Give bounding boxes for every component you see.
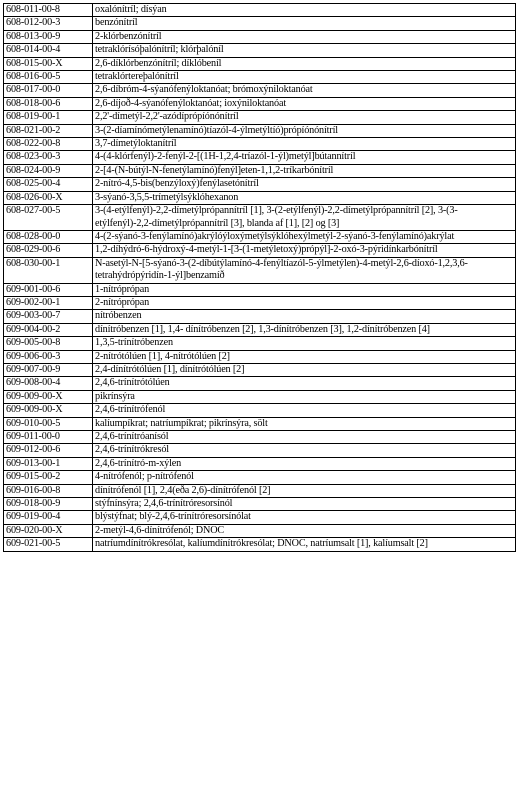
substance-name-cell: 2,2'-dímetýl-2,2'-azódíprópíónónítríl (93, 111, 516, 124)
index-number-cell: 609-005-00-8 (4, 337, 93, 350)
substance-name-cell: 2-nítrótólúen [1], 4-nítrótólúen [2] (93, 350, 516, 363)
table-row (4, 296, 516, 309)
substance-name-cell: 2,4,6-trínítrófenól (93, 404, 516, 417)
table-row (4, 124, 516, 137)
index-number-cell: 609-011-00-0 (4, 431, 93, 444)
index-number-cell: 608-015-00-X (4, 57, 93, 70)
table-row (4, 57, 516, 70)
index-number-cell: 608-027-00-5 (4, 205, 93, 231)
substance-name-cell: tetraklórtereþalónítríl (93, 71, 516, 84)
index-number-cell: 608-028-00-0 (4, 230, 93, 243)
substance-name-cell: pikrínsýra (93, 390, 516, 403)
index-number-cell: 608-019-00-1 (4, 111, 93, 124)
table-row (4, 97, 516, 110)
substance-name-cell: 2-[4-(N-bútýl-N-fenetýlamínó)fenýl]eten-1,1,2-tríkarbónítríl (93, 164, 516, 177)
table-row (4, 350, 516, 363)
substance-name-cell: 1,2-díhýdró-6-hýdroxý-4-metýl-1-[3-(1-metýletoxý)própýl]-2-oxó-3-pýridínkarbónítríl (93, 244, 516, 257)
substance-name-cell: 4-(2-sýanó-3-fenýlamínó)akrýlóýloxýmetýlsýklóhexýlmetýl-2-sýanó-3-fenýlamínó)akrýlat (93, 230, 516, 243)
table-row (4, 230, 516, 243)
table-row (4, 457, 516, 470)
table-row (4, 178, 516, 191)
substance-table (3, 3, 516, 552)
table-row (4, 431, 516, 444)
index-number-cell: 608-012-00-3 (4, 17, 93, 30)
table-row (4, 524, 516, 537)
table-row (4, 30, 516, 43)
substance-name-cell: 3,7-dímetýloktanítríl (93, 138, 516, 151)
table-row (4, 310, 516, 323)
substance-name-cell: 2,4,6-trínítrókresól (93, 444, 516, 457)
index-number-cell: 609-003-00-7 (4, 310, 93, 323)
substance-name-cell: stýfnínsýra; 2,4,6-trínítróresorsínól (93, 498, 516, 511)
table-row (4, 323, 516, 336)
index-number-cell: 609-006-00-3 (4, 350, 93, 363)
substance-table-body (4, 4, 516, 552)
substance-name-cell: 4-nítrófenól; p-nítrófenól (93, 471, 516, 484)
table-row (4, 151, 516, 164)
index-number-cell: 609-002-00-1 (4, 296, 93, 309)
substance-name-cell: 4-(4-klórfenýl)-2-fenýl-2-[(1H-1,2,4-tríazól-1-ýl)metýl]bútannítríl (93, 151, 516, 164)
substance-name-cell: 2,4,6-trínítrótólúen (93, 377, 516, 390)
table-row (4, 244, 516, 257)
table-row (4, 205, 516, 231)
index-number-cell: 608-026-00-X (4, 191, 93, 204)
index-number-cell: 609-004-00-2 (4, 323, 93, 336)
table-row (4, 337, 516, 350)
substance-name-cell: 2,6-díklórbenzónítríl; díklóbeníl (93, 57, 516, 70)
index-number-cell: 609-012-00-6 (4, 444, 93, 457)
index-number-cell: 609-019-00-4 (4, 511, 93, 524)
index-number-cell: 609-010-00-5 (4, 417, 93, 430)
substance-name-cell: 2,4-dínítrótólúen [1], dínítrótólúen [2] (93, 363, 516, 376)
table-row (4, 257, 516, 283)
index-number-cell: 608-017-00-0 (4, 84, 93, 97)
index-number-cell: 609-021-00-5 (4, 538, 93, 551)
substance-name-cell: 3-(4-etýlfenýl)-2,2-dímetýlprópannítríl [1], 3-(2-etýlfenýl)-2,2-dímetýlprópannítríl [2], 3-(3-etýlfenýl)-2,2-dímetýlprópannítríl [3], blanda af [1], [2] og [3] (93, 205, 516, 231)
table-row (4, 511, 516, 524)
substance-name-cell: benzónítríl (93, 17, 516, 30)
index-number-cell: 608-021-00-2 (4, 124, 93, 137)
substance-name-cell: 3-sýanó-3,5,5-trímetýlsýklóhexanon (93, 191, 516, 204)
table-row (4, 164, 516, 177)
index-number-cell: 609-016-00-8 (4, 484, 93, 497)
table-row (4, 283, 516, 296)
index-number-cell: 608-029-00-6 (4, 244, 93, 257)
substance-name-cell: 1,3,5-trínítróbenzen (93, 337, 516, 350)
index-number-cell: 609-008-00-4 (4, 377, 93, 390)
table-row (4, 538, 516, 551)
table-row (4, 377, 516, 390)
substance-name-cell: 2-klórbenzónítríl (93, 30, 516, 43)
table-row (4, 44, 516, 57)
table-row (4, 363, 516, 376)
table-row (4, 138, 516, 151)
table-row (4, 71, 516, 84)
index-number-cell: 609-009-00-X (4, 390, 93, 403)
table-row (4, 444, 516, 457)
table-row (4, 4, 516, 17)
substance-name-cell: 2,6-díjoð-4-sýanófenýloktanóat; ioxýniloktanóat (93, 97, 516, 110)
index-number-cell: 609-009-00-X (4, 404, 93, 417)
index-number-cell: 609-007-00-9 (4, 363, 93, 376)
table-row (4, 17, 516, 30)
index-number-cell: 608-022-00-8 (4, 138, 93, 151)
substance-name-cell: 2,6-díbróm-4-sýanófenýloktanóat; brómoxýniloktanóat (93, 84, 516, 97)
substance-name-cell: N-asetýl-N-[5-sýanó-3-(2-díbútýlamínó-4-fenýltíazól-5-ýlmetýlen)-4-metýl-2,6-díoxó-1,2,3,6-tetrahýdrópýridín-1-ýl]benzamíð (93, 257, 516, 283)
index-number-cell: 608-030-00-1 (4, 257, 93, 283)
table-row (4, 417, 516, 430)
substance-list (3, 3, 516, 552)
table-row (4, 498, 516, 511)
table-row (4, 111, 516, 124)
substance-name-cell: 2-metýl-4,6-dínítrófenól; DNOC (93, 524, 516, 537)
table-row (4, 84, 516, 97)
index-number-cell: 609-013-00-1 (4, 457, 93, 470)
substance-name-cell: tetraklórísóþalónítríl; klórþalóníl (93, 44, 516, 57)
index-number-cell: 608-016-00-5 (4, 71, 93, 84)
substance-name-cell: 1-nítróprópan (93, 283, 516, 296)
substance-name-cell: dínítróbenzen [1], 1,4- dínítróbenzen [2], 1,3-dínítróbenzen [3], 1,2-dínítróbenzen [4] (93, 323, 516, 336)
substance-name-cell: blýstýfnat; blý-2,4,6-trínítróresorsínólat (93, 511, 516, 524)
index-number-cell: 608-011-00-8 (4, 4, 93, 17)
index-number-cell: 609-015-00-2 (4, 471, 93, 484)
table-row (4, 484, 516, 497)
index-number-cell: 608-023-00-3 (4, 151, 93, 164)
table-row (4, 404, 516, 417)
substance-name-cell: 2,4,6-trínítró-m-xýlen (93, 457, 516, 470)
substance-name-cell: oxalónítríl; dísýan (93, 4, 516, 17)
substance-name-cell: kalíumpíkrat; natríumpíkrat; pikrínsýra, sölt (93, 417, 516, 430)
substance-name-cell: 2-nítróprópan (93, 296, 516, 309)
table-row (4, 471, 516, 484)
index-number-cell: 609-018-00-9 (4, 498, 93, 511)
substance-name-cell: natríumdínítrókresólat, kalíumdínítrókresólat; DNOC, natríumsalt [1], kalíumsalt [2] (93, 538, 516, 551)
index-number-cell: 608-024-00-9 (4, 164, 93, 177)
substance-name-cell: 2-nítró-4,5-bis(benzýloxý)fenýlasetónítríl (93, 178, 516, 191)
index-number-cell: 609-020-00-X (4, 524, 93, 537)
substance-name-cell: nítróbenzen (93, 310, 516, 323)
substance-name-cell: 3-(2-díamínómetýlenamínó)tíazól-4-ýlmetýltíó)própíónónítríl (93, 124, 516, 137)
index-number-cell: 608-018-00-6 (4, 97, 93, 110)
table-row (4, 390, 516, 403)
index-number-cell: 608-025-00-4 (4, 178, 93, 191)
table-row (4, 191, 516, 204)
index-number-cell: 609-001-00-6 (4, 283, 93, 296)
index-number-cell: 608-014-00-4 (4, 44, 93, 57)
index-number-cell: 608-013-00-9 (4, 30, 93, 43)
substance-name-cell: dínítrófenól [1], 2,4(eða 2,6)-dínítrófenól [2] (93, 484, 516, 497)
substance-name-cell: 2,4,6-trínítróanísól (93, 431, 516, 444)
